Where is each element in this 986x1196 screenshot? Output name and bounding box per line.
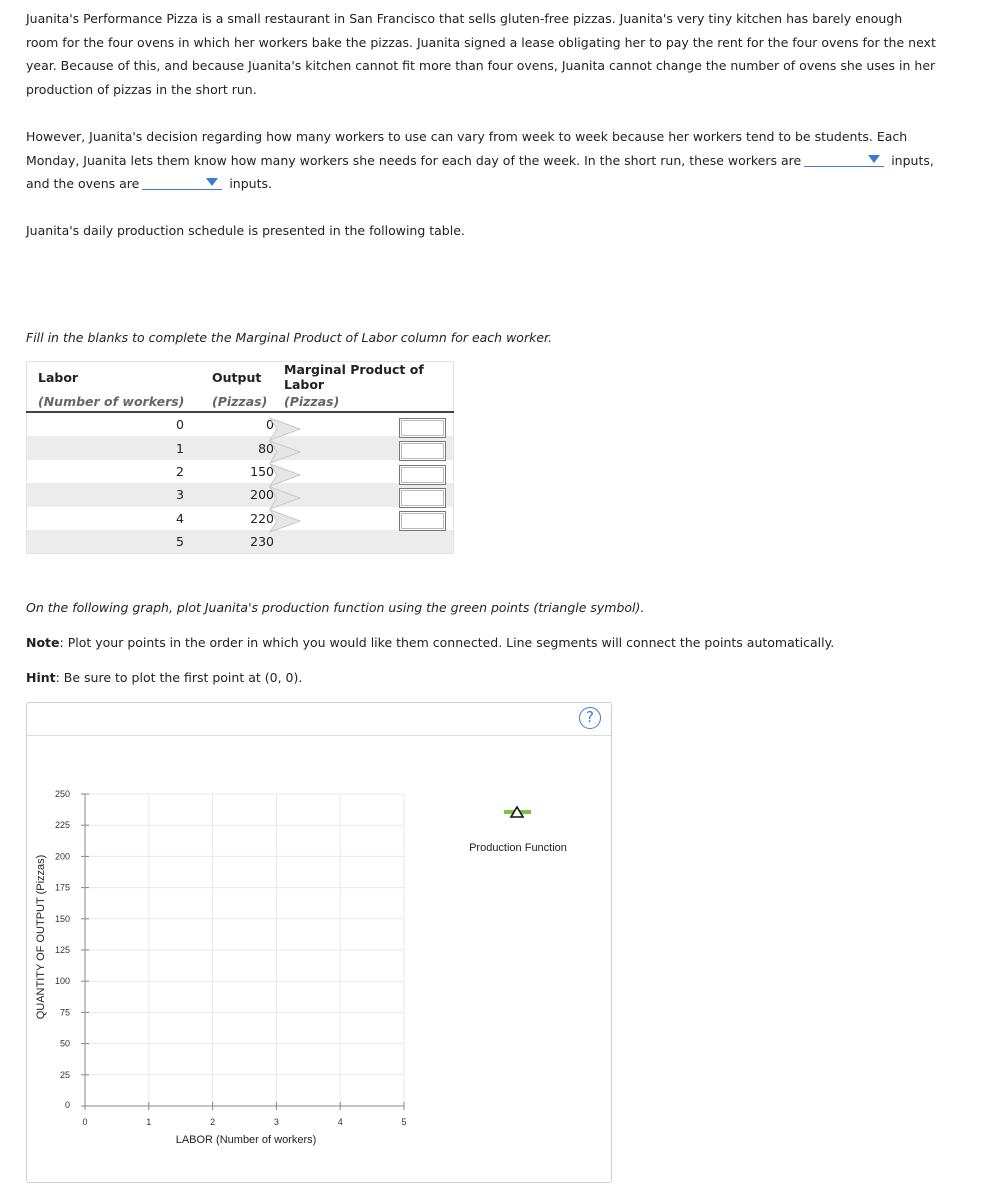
table-row <box>27 412 454 436</box>
table-row <box>27 436 454 459</box>
y-tick-label: 25 <box>59 1069 70 1080</box>
table-row <box>27 530 454 554</box>
plot-ticks <box>55 789 407 1127</box>
production-schedule-table <box>26 361 454 554</box>
help-icon: ? <box>586 708 594 726</box>
x-tick-label: 0 <box>82 1117 88 1127</box>
chevron-right-icon <box>270 418 300 440</box>
chevron-down-icon <box>206 178 218 186</box>
x-tick-label: 5 <box>401 1117 407 1127</box>
subheader-mpl: (Pizzas) <box>284 392 454 412</box>
y-axis-label: QUANTITY OF OUTPUT (Pizzas) <box>35 854 47 1020</box>
y-tick-label: 100 <box>54 976 70 987</box>
output-cell: 0 <box>266 417 274 433</box>
table-row <box>27 507 454 530</box>
y-tick-label: 225 <box>54 820 70 831</box>
plot-grid <box>85 794 404 1106</box>
y-tick-label: 50 <box>59 1038 70 1049</box>
x-axis-label: LABOR (Number of workers) <box>175 1134 317 1146</box>
mpl-input-worker-3[interactable] <box>399 465 446 485</box>
note-label: Note <box>26 635 60 650</box>
workers-input-type-dropdown[interactable] <box>804 152 884 167</box>
mpl-input-worker-2[interactable] <box>399 441 446 461</box>
x-tick-label: 2 <box>210 1117 216 1127</box>
output-cell: 220 <box>250 510 274 526</box>
output-cell: 80 <box>192 436 284 459</box>
labor-cell: 4 <box>176 510 184 526</box>
intro-paragraph-2-text-c: inputs. <box>229 176 272 191</box>
y-tick-label: 250 <box>54 789 70 799</box>
chevron-right-icon <box>270 464 300 486</box>
header-mpl: Marginal Product of Labor <box>284 362 424 392</box>
labor-cell: 3 <box>27 483 193 506</box>
x-tick-label: 3 <box>273 1117 279 1127</box>
y-tick-label: 75 <box>59 1007 70 1018</box>
production-function-plot[interactable] <box>26 736 612 1182</box>
intro-paragraph-2 <box>26 125 936 196</box>
table-row <box>27 483 454 506</box>
table-row <box>27 460 454 483</box>
graph-hint <box>26 666 936 690</box>
note-text: : Plot your points in the order in which you would like them connected. Line segments will connect the points automatically. <box>59 635 835 650</box>
labor-cell: 1 <box>27 436 193 459</box>
hint-label: Hint <box>26 670 56 685</box>
graph-instruction: On the following graph, plot Juanita's production function using the green points (triangle symbol). <box>26 600 645 615</box>
intro-paragraph-2-text-b: inputs, and the ovens are <box>26 152 934 191</box>
chevron-right-icon <box>270 441 300 463</box>
intro-paragraph-1: Juanita's Performance Pizza is a small restaurant in San Francisco that sells gluten-free pizzas. Juanita's very tiny kitchen has barely enough room for the four ovens in which her workers bake the pizzas. Juanita signed a lease obligating her to pay the rent for the four ovens for the next year. Because of this, and because Juanita's kitchen cannot fit more than four ovens, Juanita cannot change the number of ovens she uses in her production of pizzas in the short run. <box>26 11 936 97</box>
labor-cell: 0 <box>176 417 184 433</box>
help-button[interactable] <box>579 707 601 729</box>
mpl-input-worker-4[interactable] <box>399 488 446 508</box>
hint-text: : Be sure to plot the first point at (0, 0). <box>55 670 303 685</box>
chevron-down-icon <box>868 155 880 163</box>
labor-cell: 2 <box>176 463 184 479</box>
legend-label: Production Function <box>469 842 567 854</box>
output-cell: 230 <box>192 530 284 554</box>
graph-toolbar <box>27 703 611 736</box>
mpl-input-worker-1[interactable] <box>399 418 446 438</box>
y-tick-label: 0 <box>64 1100 70 1110</box>
table-instruction: Fill in the blanks to complete the Marginal Product of Labor column for each worker. <box>26 330 552 345</box>
chevron-right-icon <box>270 510 300 532</box>
x-tick-label: 4 <box>337 1117 343 1127</box>
y-tick-label: 150 <box>54 913 70 924</box>
mpl-connector-chevrons <box>268 416 302 534</box>
output-cell: 150 <box>250 463 274 479</box>
header-output: Output <box>212 369 262 385</box>
intro-paragraph-3: Juanita's daily production schedule is presented in the following table. <box>26 223 465 238</box>
mpl-input-worker-5[interactable] <box>399 511 446 531</box>
labor-cell: 5 <box>27 530 193 554</box>
subheader-output: (Pizzas) <box>192 392 284 412</box>
x-tick-label: 1 <box>146 1117 152 1127</box>
subheader-labor: (Number of workers) <box>27 392 193 412</box>
output-cell: 200 <box>192 483 284 506</box>
header-labor: Labor <box>38 369 79 385</box>
ovens-input-type-dropdown[interactable] <box>142 175 222 190</box>
y-tick-label: 175 <box>54 882 70 893</box>
graph-note <box>26 631 936 655</box>
chevron-right-icon <box>270 487 300 509</box>
y-tick-label: 200 <box>54 851 70 862</box>
intro-paragraph-2-text-a: However, Juanita's decision regarding how many workers to use can vary from week to week because her workers tend to be students. Each Monday, Juanita lets them know how many workers she needs for each day of the week. In the short run, these workers are <box>26 129 908 168</box>
legend-triangle-tool[interactable] <box>504 807 531 817</box>
y-tick-label: 125 <box>54 945 70 955</box>
